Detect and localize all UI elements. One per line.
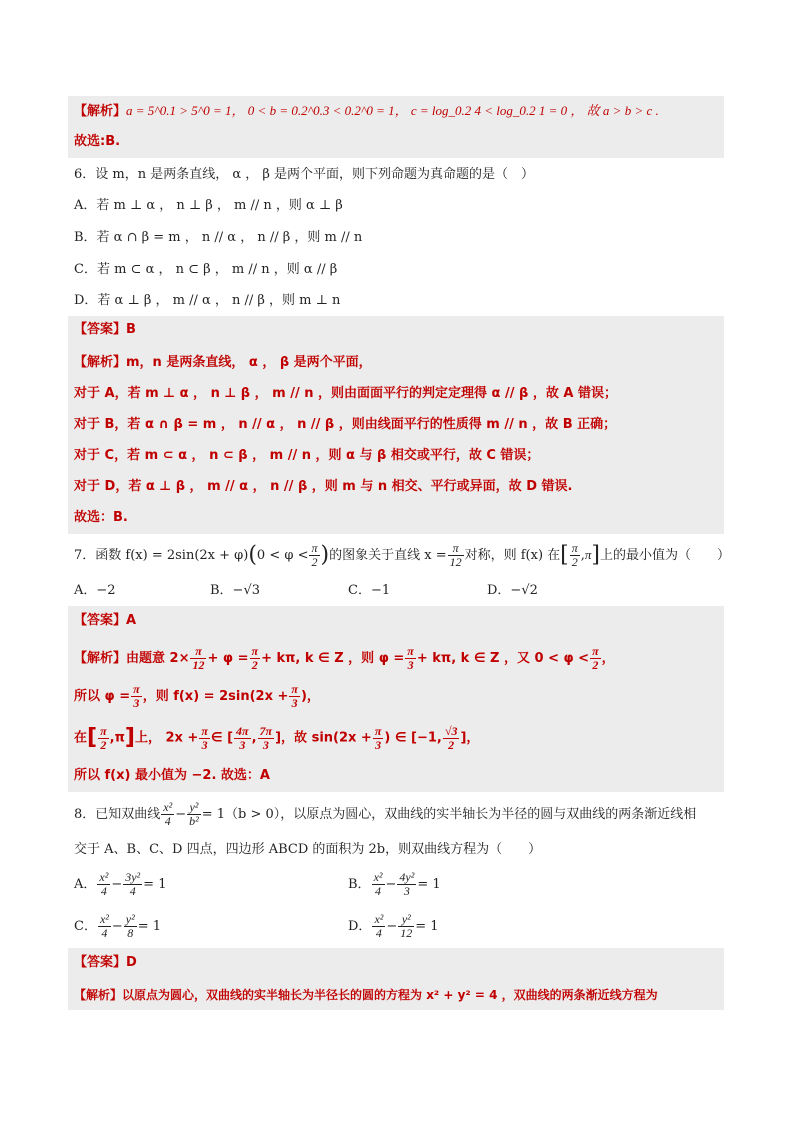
q5-analysis-text: a = 5^0.1 > 5^0 = 1， 0 < b = 0.2^0.3 < 0.2^0 = 1， c = log_0.2 4 < log_0.2 1 = 0 ， 故 a > b > c . [126, 103, 659, 118]
q7-option-c: C．−1 [348, 583, 391, 598]
q5-analysis-line [74, 101, 659, 122]
q6-option-b: B．若 α ∩ β = m ， n // α ， n // β ，则 m // n [74, 230, 363, 245]
q6-option-d: D．若 α ⊥ β ， m // α ， n // β ，则 m ⊥ n [74, 293, 341, 308]
q6-stem: 6．设 m，n 是两条直线， α ， β 是两个平面，则下列命题为真命题的是（ ） [74, 167, 535, 182]
q6-answer [74, 320, 136, 340]
q6-analysis-line-3: 对于 B，若 α ∩ β = m ， n // α ， n // β ，则由线面平行的性质得 m // n ，故 B 正确； [74, 417, 617, 432]
analysis-tag: 【解析】 [74, 355, 127, 370]
q8-analysis: 【解析】以原点为圆心，双曲线的实半轴长为半径长的圆的方程为 x² + y² = 4 ，双曲线的两条渐近线方程为 [74, 988, 658, 1002]
q7-analysis-line-2: 所以 φ = $\frac{\pi}{3}$ ，则 f(x) = 2sin(2x + $\frac{\pi}{3}$ )， [74, 682, 320, 710]
q6-analysis-line-2: 对于 A，若 m ⊥ α ， n ⊥ β ， m // n ，则由面面平行的判定定理得 α // β ，故 A 错误； [74, 386, 617, 401]
answer-tag: 【答案】 [74, 322, 127, 337]
q7-answer: 【答案】A [74, 613, 137, 628]
q7-analysis-line-3: 在[ $\frac{\pi}{2}$ ,π]上， 2x + $\frac{\pi}{3}$ ∈ [ $\frac{4\pi}{3}$ , $\frac{7\pi}{3}$ ]，故 sin(2x + $\frac{\pi}{3}$ ) ∈ [−1, $\frac{√3}{2}$ ]， [74, 723, 480, 752]
q8-option-d: D． $\frac{\text{x²}}{4}$ − $\frac{\text{y²}}{12}$ = 1 [348, 912, 439, 940]
q8-option-a: A． $\frac{\text{x²}}{4}$ − $\frac{\text{3y²}}{4}$ = 1 [74, 870, 167, 898]
q6-option-a: A．若 m ⊥ α ， n ⊥ β ， m // n ，则 α ⊥ β [74, 198, 343, 213]
q7-analysis-line-1: 【解析】由题意 2× $\frac{\pi}{12}$ + φ = $\frac{\pi}{2}$ + kπ, k ∈ Z ，则 φ = $\frac{\pi}{3}$ + kπ, k ∈ Z ，又 0 < φ < $\frac{\pi}{2}$ ， [74, 644, 615, 672]
q8-answer: 【答案】D [74, 955, 137, 970]
answer-value: A [126, 613, 137, 628]
q6-analysis-line-1: 【解析】m，n 是两条直线， α ， β 是两个平面， [74, 355, 372, 370]
q6-analysis-line-5: 对于 D，若 α ⊥ β ， m // α ， n // β ，则 m 与 n 相交、平行或异面，故 D 错误. [74, 479, 573, 494]
q7-stem: 7．函数 f(x) = 2sin(2x + φ)(0 < φ < $\frac{\pi}{2}$ )的图象关于直线 x = $\frac{\pi}{12}$ 对称，则 f(x) 在[ $\frac{\pi}{2}$ ,π]上的最小值为（ ） [74, 541, 731, 569]
q5-choice: 故选:B. [74, 134, 121, 149]
q8-option-b: B． $\frac{\text{x²}}{4}$ − $\frac{\text{4y²}}{3}$ = 1 [348, 870, 441, 898]
analysis-tag: 【解析】 [74, 104, 127, 119]
q6-analysis-line-4: 对于 C，若 m ⊂ α ， n ⊂ β ， m // n ，则 α 与 β 相交或平行，故 C 错误； [74, 448, 540, 463]
q8-stem-line-2: 交于 A、B、C、D 四点，四边形 ABCD 的面积为 2b，则双曲线方程为（ ） [74, 842, 542, 857]
q7-analysis-line-4: 所以 f(x) 最小值为 −2. 故选：A [74, 768, 270, 783]
q6-option-c: C．若 m ⊂ α ， n ⊂ β ， m // n ，则 α // β [74, 262, 338, 277]
q8-stem-line-1: 8．已知双曲线 $\frac{\text{x²}}{4}$ − $\frac{\text{y²}}{\text{b²}}$ = 1（b > 0），以原点为圆心，双曲线的实半轴长为半径的圆与双曲线的两条渐近线相 [74, 800, 697, 828]
answer-value: D [126, 955, 137, 970]
q6-choice: 故选：B. [74, 510, 128, 525]
q8-option-c: C． $\frac{\text{x²}}{4}$ − $\frac{\text{y²}}{8}$ = 1 [74, 912, 162, 940]
q7-option-a: A．−2 [74, 583, 116, 598]
q7-option-b: B．−√3 [210, 583, 261, 598]
q7-option-d: D．−√2 [487, 583, 538, 598]
answer-value: B [126, 322, 136, 337]
